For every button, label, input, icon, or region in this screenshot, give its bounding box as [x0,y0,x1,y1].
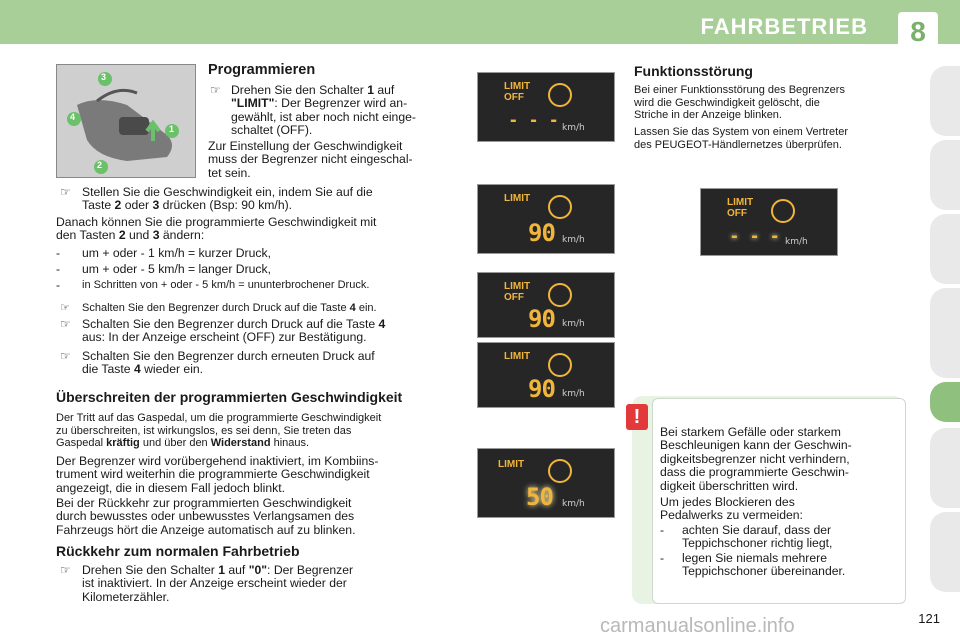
display-limit-90-active [477,342,615,408]
ueberschreiten-para-2: Der Begrenzer wird vorübergehend inaktiviert, im Kombiins- trument wird weiterhin die programmierte Geschwindigkeit angezeigt, die in diesem Fall jedoch blinkt. [56,454,379,495]
display-unit: km/h [562,319,585,329]
programmieren-bullet-1: Drehen Sie den Schalter 1 auf "LIMIT": Der Begrenzer wird an- gewählt, ist aber noch nicht einge- schaltet (OFF). [231,83,416,138]
lever-number-3: 3 [101,72,107,82]
display-label-limit: LIMIT [504,193,531,204]
bullet-icon: ☞ [60,563,71,577]
display-unit: km/h [562,499,585,509]
warning-para-2: Um jedes Blockieren des Pedalwerks zu vermeiden: [660,495,803,523]
side-tab [930,428,960,508]
side-tab [930,214,960,284]
dash-marker: - [660,523,665,537]
display-label-limit: LIMIT [504,351,531,362]
warning-item: legen Sie niemals mehrere Teppichschoner übereinander. [682,551,846,579]
speedometer-icon [548,283,572,307]
display-limit-50-blinking [477,448,615,518]
page-title: FAHRBETRIEB [700,14,868,39]
side-tab [930,288,960,378]
display-speed: 90 [528,305,555,333]
bullet-icon: ☞ [60,185,71,199]
display-unit: km/h [562,123,585,133]
dash-marker: - [660,551,665,565]
dash-item: um + oder - 5 km/h = langer Druck, [82,262,271,276]
steering-lever-illustration [57,65,195,177]
speedometer-icon [548,83,572,107]
section-title-rueckkehr: Rückkehr zum normalen Fahrbetrieb [56,543,300,559]
speedometer-icon [548,195,572,219]
display-label-off: OFF [504,92,524,103]
speedometer-icon [548,459,572,483]
lever-number-1: 1 [169,124,175,134]
warning-icon: ! [626,404,648,430]
display-limit-off-90 [477,272,615,338]
display-dashes: - - - [510,109,562,131]
display-label-off: OFF [727,208,747,219]
display-unit: km/h [785,237,808,247]
display-unit: km/h [562,389,585,399]
programmieren-bullet-2: Stellen Sie die Geschwindigkeit ein, indem Sie auf die Taste 2 oder 3 drücken (Bsp: 90 km/h). [82,185,373,213]
warning-para-1: Bei starkem Gefälle oder starkem Beschleunigen kann der Geschwin- digkeitsbegrenzer nicht verhindern, dass die programmierte Geschwin- digkeit überschritten wird. [660,425,852,493]
display-label-limit: LIMIT [727,197,754,208]
programmieren-bullet-3: Schalten Sie den Begrenzer durch Druck auf die Taste 4 ein. [82,302,377,314]
funktionsstoerung-para-1: Bei einer Funktionsstörung des Begrenzers wird die Geschwindigkeit gelöscht, die Striche in der Anzeige blinken. [634,84,845,122]
display-limit-90 [477,184,615,254]
side-tab-active [930,382,960,422]
side-tab [930,512,960,592]
display-label-limit: LIMIT [498,459,525,470]
dash-marker: - [56,246,61,260]
programmieren-bullet-4: Schalten Sie den Begrenzer durch Druck auf die Taste 4 aus: In der Anzeige erscheint (OFF) zur Bestätigung. [82,317,386,345]
warning-item: achten Sie darauf, dass der Teppichschoner richtig liegt, [682,523,833,551]
programmieren-bullet-5: Schalten Sie den Begrenzer durch erneuten Druck auf die Taste 4 wieder ein. [82,349,375,377]
programmieren-para-2: Danach können Sie die programmierte Geschwindigkeit mit den Tasten 2 und 3 ändern: [56,215,377,243]
watermark: carmanualsonline.info [600,615,795,637]
display-dashes: - - - [731,225,783,247]
side-tab [930,66,960,136]
dash-item: um + oder - 1 km/h = kurzer Druck, [82,246,271,260]
page-number: 121 [918,611,940,626]
lever-number-4: 4 [70,112,76,122]
display-fault [700,188,838,256]
bullet-icon: ☞ [210,83,221,97]
dash-item: in Schritten von + oder - 5 km/h = ununterbrochener Druck. [82,279,370,291]
display-label-off: OFF [504,292,524,303]
ueberschreiten-para-1: Der Tritt auf das Gaspedal, um die programmierte Geschwindigkeit zu überschreiten, ist wirkungslos, es sei denn, Sie treten das Gaspedal kräftig und über den Widerstand hinaus. [56,412,382,450]
display-speed: 90 [528,219,555,247]
display-speed: 50 [526,483,553,511]
speedometer-icon [548,353,572,377]
bullet-icon: ☞ [60,317,71,331]
display-label-limit: LIMIT [504,81,531,92]
dash-marker: - [56,262,61,276]
section-title-programmieren: Programmieren [208,62,316,78]
display-limit-off-dashes [477,72,615,142]
section-title-funktionsstoerung: Funktionsstörung [634,63,753,79]
bullet-icon: ☞ [60,349,71,363]
display-speed: 90 [528,375,555,403]
dash-marker: - [56,278,61,292]
lever-number-2: 2 [97,160,103,170]
bullet-icon: ☞ [60,302,70,314]
display-label-limit: LIMIT [504,281,531,292]
side-tab [930,140,960,210]
funktionsstoerung-para-2: Lassen Sie das System von einem Vertreter des PEUGEOT-Händlernetzes überprüfen. [634,126,848,151]
chapter-number: 8 [910,16,926,47]
display-unit: km/h [562,235,585,245]
chapter-badge [898,12,938,52]
lever-image [56,64,196,178]
programmieren-para: Zur Einstellung der Geschwindigkeit muss der Begrenzer nicht eingeschal- tet sein. [208,139,413,180]
speedometer-icon [771,199,795,223]
section-title-ueberschreiten: Überschreiten der programmierten Geschwindigkeit [56,389,403,405]
rueckkehr-bullet: Drehen Sie den Schalter 1 auf "0": Der Begrenzer ist inaktiviert. In der Anzeige erscheint wieder der Kilometerzähler. [82,563,354,604]
ueberschreiten-para-3: Bei der Rückkehr zur programmierten Geschwindigkeit durch bewusstes oder unbewusstes Verlangsamen des Fahrzeugs hört die Anzeige automatisch auf zu blinken. [56,496,356,537]
